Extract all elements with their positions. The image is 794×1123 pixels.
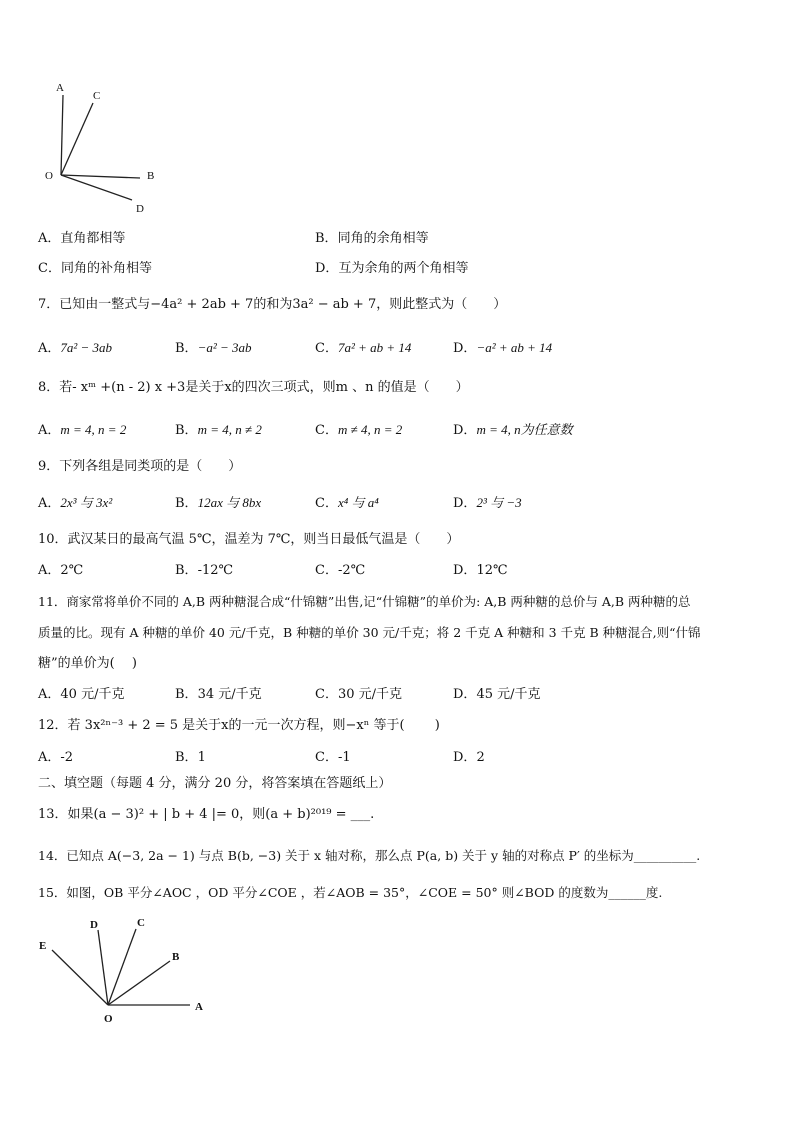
q8-option-a: A．m = 4, n = 2 bbox=[38, 422, 127, 438]
q9-option-c: C．x⁴ 与 a⁴ bbox=[315, 495, 379, 511]
q10-option-d: D．12℃ bbox=[453, 563, 508, 578]
label-c: C bbox=[137, 917, 145, 929]
q8-option-d: D．m = 4, n为任意数 bbox=[453, 422, 573, 438]
q6-option-b: B．同角的余角相等 bbox=[315, 231, 429, 246]
q7-option-b: B．−a² − 3ab bbox=[175, 340, 252, 356]
q11-option-c: C．30 元/千克 bbox=[315, 687, 403, 702]
q7-stem: 7．已知由一整式与−4a² + 2ab + 7的和为3a² − ab + 7，则此整式为（ ） bbox=[38, 297, 507, 312]
q8-option-b: B．m = 4, n ≠ 2 bbox=[175, 422, 262, 438]
label-c: C bbox=[93, 90, 101, 102]
label-o: O bbox=[45, 170, 53, 182]
label-a: A bbox=[195, 1001, 203, 1013]
q11-stem-line3: 糖”的单价为( ) bbox=[38, 656, 137, 671]
q11-option-d: D．45 元/千克 bbox=[453, 687, 541, 702]
q10-option-c: C．-2℃ bbox=[315, 563, 366, 578]
q9-stem: 9．下列各组是同类项的是（ ） bbox=[38, 459, 242, 474]
q8-stem: 8．若- xᵐ +(n - 2) x +3是关于x的四次三项式，则m 、n 的值是（ ） bbox=[38, 380, 469, 395]
q7-option-c: C．7a² + ab + 14 bbox=[315, 340, 412, 356]
q9-option-d: D．2³ 与 −3 bbox=[453, 495, 522, 511]
q6-option-d: D．互为余角的两个角相等 bbox=[315, 261, 469, 276]
q11-option-b: B．34 元/千克 bbox=[175, 687, 262, 702]
label-a: A bbox=[56, 82, 64, 94]
label-e: E bbox=[39, 940, 47, 952]
q10-option-a: A．2℃ bbox=[38, 563, 84, 578]
q12-option-b: B．1 bbox=[175, 750, 206, 765]
q9-option-b: B．12ax 与 8bx bbox=[175, 495, 262, 511]
q8-option-c: C．m ≠ 4, n = 2 bbox=[315, 422, 403, 438]
q7-option-a: A．7a² − 3ab bbox=[38, 340, 113, 356]
q10-option-b: B．-12℃ bbox=[175, 563, 234, 578]
q6-option-a: A．直角都相等 bbox=[38, 231, 126, 246]
angle-figure-2 bbox=[30, 908, 220, 1033]
label-b: B bbox=[172, 951, 180, 963]
q10-stem: 10．武汉某日的最高气温 5℃，温差为 7℃，则当日最低气温是（ ） bbox=[38, 532, 460, 547]
q14-stem: 14．已知点 A(−3, 2a − 1) 与点 B(b, −3) 关于 x 轴对称，那么点 P(a, b) 关于 y 轴的对称点 P′ 的坐标为__________. bbox=[38, 848, 701, 863]
q11-stem-line1: 11．商家常将单价不同的 A,B 两种糖混合成“什锦糖”出售,记“什锦糖”的单价为: A,B 两种糖的总价与 A,B 两种糖的总 bbox=[38, 594, 691, 609]
q15-stem: 15．如图，OB 平分∠AOC ，OD 平分∠COE ，若∠AOB = 35°，∠COE = 50° 则∠BOD 的度数为______度. bbox=[38, 885, 663, 900]
q11-option-a: A．40 元/千克 bbox=[38, 687, 125, 702]
label-o: O bbox=[104, 1013, 113, 1025]
q12-option-d: D．2 bbox=[453, 750, 485, 765]
q6-option-c: C．同角的补角相等 bbox=[38, 261, 152, 276]
label-d: D bbox=[90, 919, 98, 931]
q7-option-d: D．−a² + ab + 14 bbox=[453, 340, 553, 356]
section-2-title: 二、填空题（每题 4 分，满分 20 分，将答案填在答题纸上） bbox=[38, 776, 392, 791]
q13-stem: 13．如果(a − 3)² + | b + 4 |= 0，则(a + b)²⁰¹⁹ = ___. bbox=[38, 807, 375, 822]
q12-option-a: A．-2 bbox=[38, 750, 74, 765]
angle-figure-1 bbox=[30, 75, 180, 220]
q12-option-c: C．-1 bbox=[315, 750, 351, 765]
label-b: B bbox=[147, 170, 155, 182]
label-d: D bbox=[136, 203, 144, 215]
q11-stem-line2: 质量的比。现有 A 种糖的单价 40 元/千克，B 种糖的单价 30 元/千克；将 2 千克 A 种糖和 3 千克 B 种糖混合,则“什锦 bbox=[38, 625, 701, 640]
q12-stem: 12．若 3x²ⁿ⁻³ + 2 = 5 是关于x的一元一次方程，则−xⁿ 等于( ) bbox=[38, 718, 440, 733]
q9-option-a: A．2x³ 与 3x² bbox=[38, 495, 113, 511]
